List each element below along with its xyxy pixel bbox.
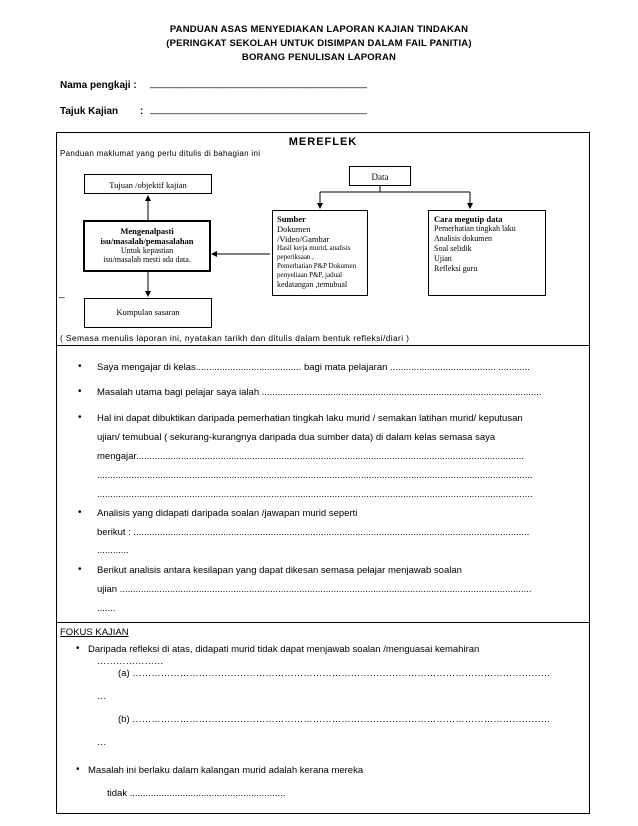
stray-dash: _ <box>59 288 65 299</box>
method-item: Soal selidik <box>434 244 472 253</box>
bullet-analysis-line-3[interactable]: ............ <box>97 545 129 556</box>
bullet-icon: • <box>78 412 82 423</box>
guide-text: Panduan maklumat yang perlu ditulis di bahagian ini <box>60 149 261 158</box>
bullet-icon: • <box>76 764 80 775</box>
focus-skill-line-1: Daripada refleksi di atas, didapati murid tidak dapat menjawab soalan /menguasai kemahiran <box>88 644 480 655</box>
doc-title-line1: PANDUAN ASAS MENYEDIAKAN LAPORAN KAJIAN TINDAKAN <box>169 24 469 35</box>
bullet-evidence-line-3[interactable]: mengajar................................................................................................................................................... <box>97 451 525 462</box>
source-box <box>272 210 368 296</box>
bullet-icon: • <box>78 564 82 575</box>
bullet-evidence-line-4[interactable]: ..................................................................................................................................................................... <box>97 470 533 481</box>
source-subtitle: Dokumen /Video/Gambar <box>277 224 330 244</box>
source-line-2: peperiksaan , <box>277 253 314 261</box>
bullet-problem-line[interactable]: Masalah utama bagi pelajar saya ialah .......................................................................................................... <box>97 387 542 398</box>
focus-cause-line-1: Masalah ini berlaku dalam kalangan murid adalah kerana mereka <box>88 765 364 776</box>
study-title-field[interactable]: _______________________________________ <box>150 104 367 115</box>
focus-item-b[interactable]: (b) …………………………………………………………………………………………………………………… <box>118 714 551 725</box>
focus-item-a-cont[interactable]: … <box>97 691 107 702</box>
method-item: Refleksi guru <box>434 264 478 273</box>
doc-title-line3: BORANG PENULISAN LAPORAN <box>241 52 397 63</box>
focus-item-b-cont[interactable]: … <box>97 737 107 748</box>
bullet-analysis-line-1: Analisis yang didapati daripada soalan /jawapan murid seperti <box>97 508 358 519</box>
identify-box <box>83 220 211 272</box>
method-item: Ujian <box>434 254 452 263</box>
source-line-5: kedatangan ,temubual <box>277 280 348 289</box>
target-group-box: Kumpulan sasaran <box>84 298 212 328</box>
identify-line-3: Untuk kepastian <box>120 246 174 255</box>
source-title: Sumber <box>277 214 306 224</box>
focus-heading: FOKUS KAJIAN <box>60 627 129 638</box>
bullet-icon: • <box>78 507 82 518</box>
study-title-colon: : <box>140 106 144 117</box>
researcher-field[interactable]: _______________________________________ <box>150 78 367 89</box>
researcher-label: Nama pengkaji : <box>60 80 137 91</box>
study-title-label: Tajuk Kajian <box>60 106 119 117</box>
source-line-4: penyeliaan P&P, jadual <box>277 271 343 279</box>
source-line-1: Hasil kerja murid, analisis <box>277 244 351 252</box>
bullet-icon: • <box>76 643 80 654</box>
bullet-errors-line-3[interactable]: ....... <box>97 603 116 614</box>
identify-title-2: isu/masalah/pemasalahan <box>100 236 194 246</box>
data-box: Data <box>349 166 411 186</box>
bullet-evidence-line-1: Hal ini dapat dibuktikan daripada pemerhatian tingkah laku murid / semakan latihan murid/ keputusan <box>97 413 523 424</box>
focus-item-a[interactable]: (a) …………………………………………………………………………………………………………………… <box>118 668 551 679</box>
bullet-icon: • <box>78 386 82 397</box>
bullet-class-line[interactable]: Saya mengajar di kelas........................................ bagi mata pelajaran ........................................ ............ <box>97 362 530 373</box>
section-title: MEREFLEK <box>288 136 358 148</box>
bullet-analysis-line-2[interactable]: berikut : ...................................................................................................................................................... <box>97 527 530 538</box>
bullet-errors-line-1: Berikut analisis antara kesilapan yang dapat dikesan semasa pelajar menjawab soalan <box>97 565 462 576</box>
bullet-icon: • <box>78 361 82 372</box>
bullet-errors-line-2[interactable]: ujian ............................................................................................................................................................ <box>97 584 532 595</box>
focus-cause-line-2[interactable]: tidak ........................................................... <box>107 788 286 799</box>
doc-title-line2: (PERINGKAT SEKOLAH UNTUK DISIMPAN DALAM FAIL PANITIA) <box>166 38 472 49</box>
bullet-evidence-line-5[interactable]: ..................................................................................................................................................................... <box>97 489 533 500</box>
method-box <box>428 210 546 296</box>
source-line-3: Pemerhatian P&P Dokumen <box>277 262 357 270</box>
method-title: Cara megutip data <box>434 214 503 224</box>
method-item: Analisis dokumen <box>434 234 492 243</box>
focus-skill-line-2[interactable]: ………………… <box>97 656 164 667</box>
bullet-evidence-line-2: ujian/ temubual ( sekurang-kurangnya daripada dua sumber data) di dalam kelas semasa saya <box>97 432 496 443</box>
identify-title-1: Mengenalpasti <box>120 226 174 236</box>
objective-box: Tujuan /objektif kajian <box>84 174 212 194</box>
method-item: Pemerhatian tingkah laku <box>434 224 516 233</box>
identify-line-4: isu/masalah mesti ada data. <box>103 255 191 264</box>
reflection-note: ( Semasa menulis laporan ini, nyatakan tarikh dan ditulis dalam bentuk refleksi/diari ) <box>60 333 410 343</box>
